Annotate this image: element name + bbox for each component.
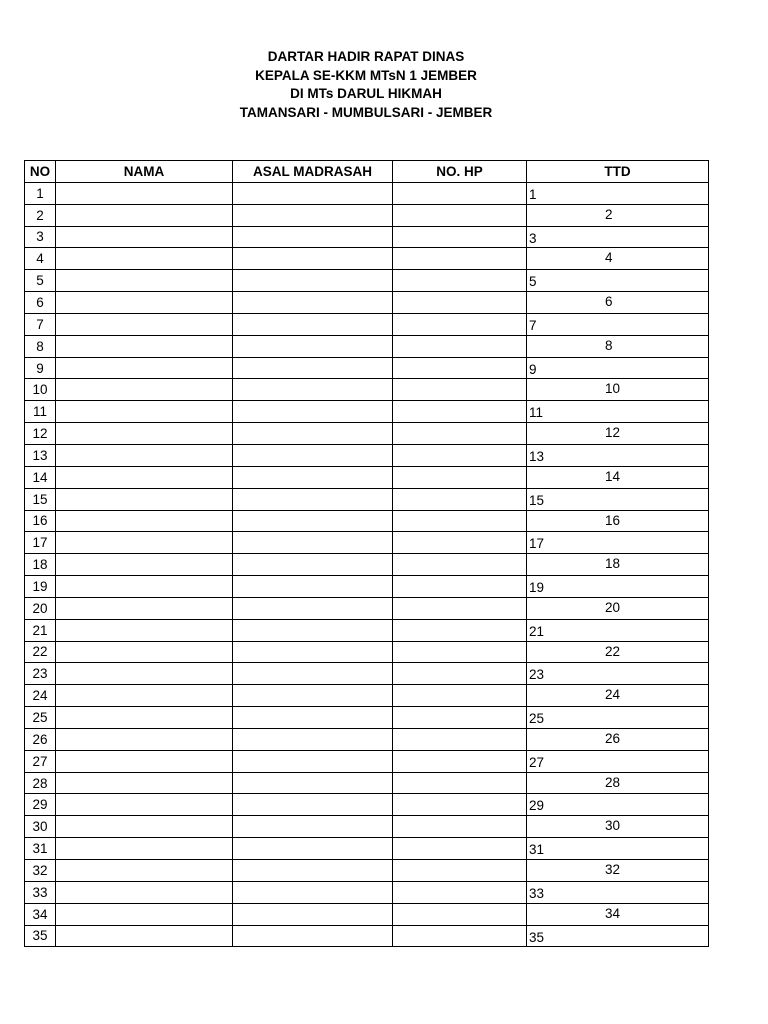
table-row xyxy=(25,838,709,860)
signature-number: 13 xyxy=(529,448,545,464)
no-hp-cell[interactable] xyxy=(393,423,527,445)
table-row xyxy=(25,772,709,794)
table-row xyxy=(25,313,709,335)
nama-cell[interactable] xyxy=(56,357,233,379)
signature-cell[interactable] xyxy=(527,488,709,510)
signature-cell[interactable] xyxy=(527,401,709,423)
signature-number: 22 xyxy=(605,643,621,659)
asal-madrasah-cell[interactable] xyxy=(233,925,393,947)
signature-number: 1 xyxy=(529,186,537,202)
table-row xyxy=(25,794,709,816)
signature-number: 3 xyxy=(529,230,537,246)
asal-madrasah-cell[interactable] xyxy=(233,488,393,510)
nama-cell[interactable] xyxy=(56,510,233,532)
signature-cell[interactable] xyxy=(527,641,709,663)
no-hp-cell[interactable] xyxy=(393,794,527,816)
row-number: 12 xyxy=(25,423,56,445)
nama-cell[interactable] xyxy=(56,182,233,204)
nama-cell[interactable] xyxy=(56,444,233,466)
nama-cell[interactable] xyxy=(56,466,233,488)
signature-number: 19 xyxy=(529,580,545,596)
signature-cell[interactable] xyxy=(527,728,709,750)
asal-madrasah-cell[interactable] xyxy=(233,728,393,750)
signature-cell[interactable] xyxy=(527,510,709,532)
nama-cell[interactable] xyxy=(56,335,233,357)
table-row xyxy=(25,576,709,598)
no-hp-cell[interactable] xyxy=(393,860,527,882)
signature-number: 29 xyxy=(529,798,545,814)
signature-number: 24 xyxy=(605,687,621,703)
asal-madrasah-cell[interactable] xyxy=(233,707,393,729)
signature-cell[interactable] xyxy=(527,204,709,226)
header-no: NO xyxy=(25,161,56,183)
row-number: 3 xyxy=(25,226,56,248)
table-row xyxy=(25,925,709,947)
row-number: 31 xyxy=(25,838,56,860)
signature-cell[interactable] xyxy=(527,292,709,314)
signature-number: 2 xyxy=(605,206,613,222)
signature-cell[interactable] xyxy=(527,226,709,248)
nama-cell[interactable] xyxy=(56,401,233,423)
asal-madrasah-cell[interactable] xyxy=(233,881,393,903)
asal-madrasah-cell[interactable] xyxy=(233,597,393,619)
signature-cell[interactable] xyxy=(527,685,709,707)
table-row xyxy=(25,510,709,532)
signature-cell[interactable] xyxy=(527,881,709,903)
nama-cell[interactable] xyxy=(56,881,233,903)
asal-madrasah-cell[interactable] xyxy=(233,423,393,445)
nama-cell[interactable] xyxy=(56,728,233,750)
signature-cell[interactable] xyxy=(527,903,709,925)
signature-number: 34 xyxy=(605,905,621,921)
row-number: 34 xyxy=(25,903,56,925)
no-hp-cell[interactable] xyxy=(393,292,527,314)
row-number: 28 xyxy=(25,772,56,794)
nama-cell[interactable] xyxy=(56,204,233,226)
table-row xyxy=(25,619,709,641)
title-line-2: KEPALA SE-KKM MTsN 1 JEMBER xyxy=(255,67,477,83)
nama-cell[interactable] xyxy=(56,619,233,641)
nama-cell[interactable] xyxy=(56,641,233,663)
row-number: 24 xyxy=(25,685,56,707)
asal-madrasah-cell[interactable] xyxy=(233,401,393,423)
row-number: 23 xyxy=(25,663,56,685)
table-row xyxy=(25,423,709,445)
nama-cell[interactable] xyxy=(56,379,233,401)
table-row xyxy=(25,379,709,401)
signature-cell[interactable] xyxy=(527,444,709,466)
no-hp-cell[interactable] xyxy=(393,182,527,204)
no-hp-cell[interactable] xyxy=(393,335,527,357)
signature-number: 27 xyxy=(529,754,545,770)
table-row xyxy=(25,881,709,903)
asal-madrasah-cell[interactable] xyxy=(233,576,393,598)
signature-number: 26 xyxy=(605,730,621,746)
row-number: 33 xyxy=(25,881,56,903)
no-hp-cell[interactable] xyxy=(393,641,527,663)
no-hp-cell[interactable] xyxy=(393,488,527,510)
nama-cell[interactable] xyxy=(56,248,233,270)
no-hp-cell[interactable] xyxy=(393,379,527,401)
table-row xyxy=(25,685,709,707)
table-row xyxy=(25,357,709,379)
signature-cell[interactable] xyxy=(527,750,709,772)
asal-madrasah-cell[interactable] xyxy=(233,270,393,292)
no-hp-cell[interactable] xyxy=(393,554,527,576)
asal-madrasah-cell[interactable] xyxy=(233,313,393,335)
signature-number: 18 xyxy=(605,556,621,572)
table-row xyxy=(25,466,709,488)
no-hp-cell[interactable] xyxy=(393,597,527,619)
signature-cell[interactable] xyxy=(527,313,709,335)
nama-cell[interactable] xyxy=(56,423,233,445)
nama-cell[interactable] xyxy=(56,794,233,816)
row-number: 16 xyxy=(25,510,56,532)
table-body xyxy=(25,182,709,947)
row-number: 25 xyxy=(25,707,56,729)
row-number: 1 xyxy=(25,182,56,204)
signature-number: 25 xyxy=(529,711,545,727)
table-row xyxy=(25,488,709,510)
row-number: 6 xyxy=(25,292,56,314)
table-row xyxy=(25,226,709,248)
asal-madrasah-cell[interactable] xyxy=(233,466,393,488)
asal-madrasah-cell[interactable] xyxy=(233,903,393,925)
no-hp-cell[interactable] xyxy=(393,750,527,772)
signature-number: 14 xyxy=(605,468,621,484)
asal-madrasah-cell[interactable] xyxy=(233,204,393,226)
signature-cell[interactable] xyxy=(527,816,709,838)
no-hp-cell[interactable] xyxy=(393,466,527,488)
table-row xyxy=(25,401,709,423)
nama-cell[interactable] xyxy=(56,903,233,925)
table-row xyxy=(25,903,709,925)
table-row xyxy=(25,554,709,576)
signature-cell[interactable] xyxy=(527,619,709,641)
asal-madrasah-cell[interactable] xyxy=(233,248,393,270)
signature-number: 16 xyxy=(605,512,621,528)
asal-madrasah-cell[interactable] xyxy=(233,838,393,860)
nama-cell[interactable] xyxy=(56,925,233,947)
nama-cell[interactable] xyxy=(56,772,233,794)
row-number: 4 xyxy=(25,248,56,270)
header-ttd: TTD xyxy=(527,161,709,183)
signature-number: 20 xyxy=(605,599,621,615)
nama-cell[interactable] xyxy=(56,685,233,707)
no-hp-cell[interactable] xyxy=(393,728,527,750)
signature-number: 7 xyxy=(529,317,537,333)
signature-cell[interactable] xyxy=(527,423,709,445)
row-number: 20 xyxy=(25,597,56,619)
row-number: 26 xyxy=(25,728,56,750)
row-number: 2 xyxy=(25,204,56,226)
table-row xyxy=(25,728,709,750)
nama-cell[interactable] xyxy=(56,270,233,292)
row-number: 11 xyxy=(25,401,56,423)
table-row xyxy=(25,248,709,270)
no-hp-cell[interactable] xyxy=(393,226,527,248)
signature-number: 35 xyxy=(529,929,545,945)
asal-madrasah-cell[interactable] xyxy=(233,772,393,794)
row-number: 32 xyxy=(25,860,56,882)
table-row xyxy=(25,641,709,663)
nama-cell[interactable] xyxy=(56,838,233,860)
no-hp-cell[interactable] xyxy=(393,270,527,292)
no-hp-cell[interactable] xyxy=(393,838,527,860)
row-number: 30 xyxy=(25,816,56,838)
table-row xyxy=(25,597,709,619)
signature-cell[interactable] xyxy=(527,860,709,882)
signature-cell[interactable] xyxy=(527,182,709,204)
asal-madrasah-cell[interactable] xyxy=(233,357,393,379)
no-hp-cell[interactable] xyxy=(393,248,527,270)
signature-cell[interactable] xyxy=(527,466,709,488)
signature-cell[interactable] xyxy=(527,838,709,860)
asal-madrasah-cell[interactable] xyxy=(233,663,393,685)
no-hp-cell[interactable] xyxy=(393,816,527,838)
asal-madrasah-cell[interactable] xyxy=(233,619,393,641)
row-number: 22 xyxy=(25,641,56,663)
table-row xyxy=(25,707,709,729)
row-number: 29 xyxy=(25,794,56,816)
nama-cell[interactable] xyxy=(56,576,233,598)
asal-madrasah-cell[interactable] xyxy=(233,226,393,248)
signature-number: 8 xyxy=(605,337,613,353)
no-hp-cell[interactable] xyxy=(393,707,527,729)
asal-madrasah-cell[interactable] xyxy=(233,444,393,466)
row-number: 7 xyxy=(25,313,56,335)
row-number: 13 xyxy=(25,444,56,466)
title-line-4: TAMANSARI - MUMBULSARI - JEMBER xyxy=(239,104,493,120)
no-hp-cell[interactable] xyxy=(393,313,527,335)
table-row xyxy=(25,532,709,554)
signature-cell[interactable] xyxy=(527,270,709,292)
signature-cell[interactable] xyxy=(527,663,709,685)
signature-number: 32 xyxy=(605,862,621,877)
asal-madrasah-cell[interactable] xyxy=(233,794,393,816)
row-number: 19 xyxy=(25,576,56,598)
title-line-1: DARTAR HADIR RAPAT DINAS xyxy=(267,49,465,64)
signature-cell[interactable] xyxy=(527,335,709,357)
signature-cell[interactable] xyxy=(527,794,709,816)
signature-cell[interactable] xyxy=(527,379,709,401)
header-nama: NAMA xyxy=(56,161,233,183)
signature-number: 17 xyxy=(529,536,545,552)
no-hp-cell[interactable] xyxy=(393,357,527,379)
row-number: 27 xyxy=(25,750,56,772)
header-asal-madrasah: ASAL MADRASAH xyxy=(233,161,393,183)
no-hp-cell[interactable] xyxy=(393,401,527,423)
no-hp-cell[interactable] xyxy=(393,772,527,794)
table-row xyxy=(25,270,709,292)
no-hp-cell[interactable] xyxy=(393,204,527,226)
nama-cell[interactable] xyxy=(56,554,233,576)
asal-madrasah-cell[interactable] xyxy=(233,554,393,576)
signature-cell[interactable] xyxy=(527,925,709,947)
row-number: 9 xyxy=(25,357,56,379)
signature-number: 33 xyxy=(529,885,545,901)
table-row xyxy=(25,182,709,204)
header-no-hp: NO. HP xyxy=(393,161,527,183)
row-number: 18 xyxy=(25,554,56,576)
signature-number: 6 xyxy=(605,294,613,310)
signature-cell[interactable] xyxy=(527,576,709,598)
nama-cell[interactable] xyxy=(56,292,233,314)
nama-cell[interactable] xyxy=(56,860,233,882)
signature-number: 31 xyxy=(529,842,545,858)
signature-number: 15 xyxy=(529,492,545,508)
no-hp-cell[interactable] xyxy=(393,510,527,532)
signature-number: 9 xyxy=(529,361,537,377)
nama-cell[interactable] xyxy=(56,707,233,729)
nama-cell[interactable] xyxy=(56,313,233,335)
table-header-row xyxy=(25,161,709,183)
row-number: 10 xyxy=(25,379,56,401)
signature-cell[interactable] xyxy=(527,554,709,576)
nama-cell[interactable] xyxy=(56,532,233,554)
signature-cell[interactable] xyxy=(527,357,709,379)
asal-madrasah-cell[interactable] xyxy=(233,685,393,707)
no-hp-cell[interactable] xyxy=(393,925,527,947)
signature-number: 23 xyxy=(529,667,545,683)
nama-cell[interactable] xyxy=(56,226,233,248)
table-row xyxy=(25,204,709,226)
no-hp-cell[interactable] xyxy=(393,576,527,598)
table-row xyxy=(25,292,709,314)
row-number: 5 xyxy=(25,270,56,292)
asal-madrasah-cell[interactable] xyxy=(233,750,393,772)
document-title xyxy=(0,48,732,122)
signature-number: 28 xyxy=(605,774,621,790)
signature-number: 11 xyxy=(529,405,544,421)
signature-cell[interactable] xyxy=(527,532,709,554)
asal-madrasah-cell[interactable] xyxy=(233,860,393,882)
nama-cell[interactable] xyxy=(56,816,233,838)
title-line-3: DI MTs DARUL HIKMAH xyxy=(290,86,442,101)
row-number: 21 xyxy=(25,619,56,641)
no-hp-cell[interactable] xyxy=(393,881,527,903)
table-row xyxy=(25,444,709,466)
asal-madrasah-cell[interactable] xyxy=(233,532,393,554)
attendance-table xyxy=(24,160,709,947)
signature-cell[interactable] xyxy=(527,248,709,270)
nama-cell[interactable] xyxy=(56,663,233,685)
signature-cell[interactable] xyxy=(527,772,709,794)
nama-cell[interactable] xyxy=(56,488,233,510)
signature-number: 5 xyxy=(529,274,537,290)
row-number: 8 xyxy=(25,335,56,357)
nama-cell[interactable] xyxy=(56,750,233,772)
row-number: 14 xyxy=(25,466,56,488)
row-number: 35 xyxy=(25,925,56,947)
table-row xyxy=(25,335,709,357)
no-hp-cell[interactable] xyxy=(393,444,527,466)
signature-number: 12 xyxy=(605,425,621,441)
no-hp-cell[interactable] xyxy=(393,663,527,685)
nama-cell[interactable] xyxy=(56,597,233,619)
signature-number: 4 xyxy=(605,250,613,266)
no-hp-cell[interactable] xyxy=(393,685,527,707)
signature-number: 30 xyxy=(605,818,621,834)
asal-madrasah-cell[interactable] xyxy=(233,335,393,357)
asal-madrasah-cell[interactable] xyxy=(233,182,393,204)
table-row xyxy=(25,860,709,882)
asal-madrasah-cell[interactable] xyxy=(233,510,393,532)
asal-madrasah-cell[interactable] xyxy=(233,816,393,838)
signature-number: 10 xyxy=(605,381,621,397)
row-number: 17 xyxy=(25,532,56,554)
asal-madrasah-cell[interactable] xyxy=(233,641,393,663)
table-row xyxy=(25,816,709,838)
asal-madrasah-cell[interactable] xyxy=(233,379,393,401)
no-hp-cell[interactable] xyxy=(393,532,527,554)
signature-cell[interactable] xyxy=(527,597,709,619)
table-row xyxy=(25,663,709,685)
no-hp-cell[interactable] xyxy=(393,903,527,925)
table-row xyxy=(25,750,709,772)
signature-cell[interactable] xyxy=(527,707,709,729)
row-number: 15 xyxy=(25,488,56,510)
no-hp-cell[interactable] xyxy=(393,619,527,641)
signature-number: 21 xyxy=(529,623,545,639)
asal-madrasah-cell[interactable] xyxy=(233,292,393,314)
